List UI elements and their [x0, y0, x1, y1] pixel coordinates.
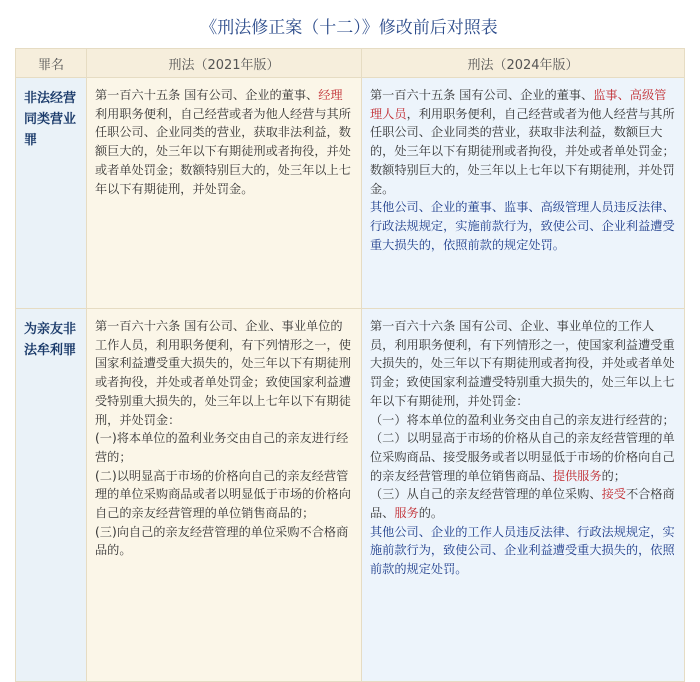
header-crime: 罪名	[16, 49, 87, 78]
added-paragraph: 其他公司、企业的工作人员违反法律、行政法规规定，实施前款行为，致使公司、企业利益遭受重大损失的，依照前款的规定处罚。	[370, 524, 675, 577]
changed-text: 监事、高级管理人员	[370, 88, 667, 121]
new-text-cell	[362, 309, 685, 682]
page-title: 《刑法修正案（十二）》修改前后对照表	[200, 18, 498, 38]
new-item: （二）以明显高于市场的价格从自己的亲友经营管理的单位采购商品、接受服务或者以明显低于市场的价格向自己的亲友经营管理的单位销售商品、提供服务的；	[370, 431, 675, 483]
old-item: (一)将本单位的盈利业务交由自己的亲友进行经营的；	[95, 431, 349, 464]
header-2024: 刑法（2024年版）	[362, 49, 685, 78]
new-item: （一）将本单位的盈利业务交由自己的亲友进行经营的；	[370, 412, 675, 427]
changed-text: 接受	[601, 487, 626, 502]
old-text-cell	[87, 78, 362, 309]
new-paragraph: 第一百六十五条 国有公司、企业的董事、监事、高级管理人员，利用职务便利，自己经营或者为他人经营与其所任职公司、企业同类的营业，获取非法利益，数额巨大的，处三年以下有期徒刑或者拘役，并处或者单处罚金；数额特别巨大的，处三年以上七年以下有期徒刑，并处罚金。	[370, 88, 675, 196]
changed-text: 提供服务	[552, 468, 602, 483]
table-row	[16, 78, 685, 309]
new-text-cell	[362, 78, 685, 309]
old-item: (三)向自己的亲友经营管理的单位采购不合格商品的。	[95, 524, 349, 558]
old-text-cell	[87, 309, 362, 682]
header-2021: 刑法（2021年版）	[87, 49, 362, 78]
new-paragraph: 第一百六十六条 国有公司、企业、事业单位的工作人员，利用职务便利，有下列情形之一，使国家利益遭受重大损失的，处三年以下有期徒刑或者拘役，并处或者单处罚金；致使国家利益遭受特别重大损失的，处三年以上七年以下有期徒刑，并处罚金：	[370, 319, 675, 408]
old-item: (二)以明显高于市场的价格向自己的亲友经营管理的单位采购商品或者以明显低于市场的价格向自己的亲友经营管理的单位销售商品的；	[95, 468, 351, 521]
header-row	[16, 49, 685, 78]
crime-name: 为亲友非法牟利罪	[16, 309, 87, 682]
changed-text: 经理	[318, 88, 343, 102]
added-paragraph: 其他公司、企业的董事、监事、高级管理人员违反法律、行政法规规定，实施前款行为，致使公司、企业利益遭受重大损失的，依照前款的规定处罚。	[370, 200, 675, 252]
table-row	[16, 309, 685, 682]
comparison-table	[15, 48, 685, 682]
new-item: （三）从自己的亲友经营管理的单位采购、接受不合格商品、服务的。	[370, 487, 675, 521]
old-paragraph: 第一百六十六条 国有公司、企业、事业单位的工作人员，利用职务便利，有下列情形之一，使国家利益遭受重大损失的，处三年以下有期徒刑或者拘役，并处或者单处罚金；致使国家利益遭受特别重大损失的，处三年以上七年以下有期徒刑，并处罚金：	[95, 319, 351, 427]
changed-text: 服务	[394, 506, 419, 521]
crime-name: 非法经营同类营业罪	[16, 78, 87, 309]
old-paragraph: 第一百六十五条 国有公司、企业的董事、经理利用职务便利，自己经营或者为他人经营与其所任职公司、企业同类的营业，获取非法利益，数额巨大的，处三年以下有期徒刑或者拘役，并处或者单处罚金；数额特别巨大的，处三年以上七年以下有期徒刑，并处罚金。	[95, 88, 351, 196]
